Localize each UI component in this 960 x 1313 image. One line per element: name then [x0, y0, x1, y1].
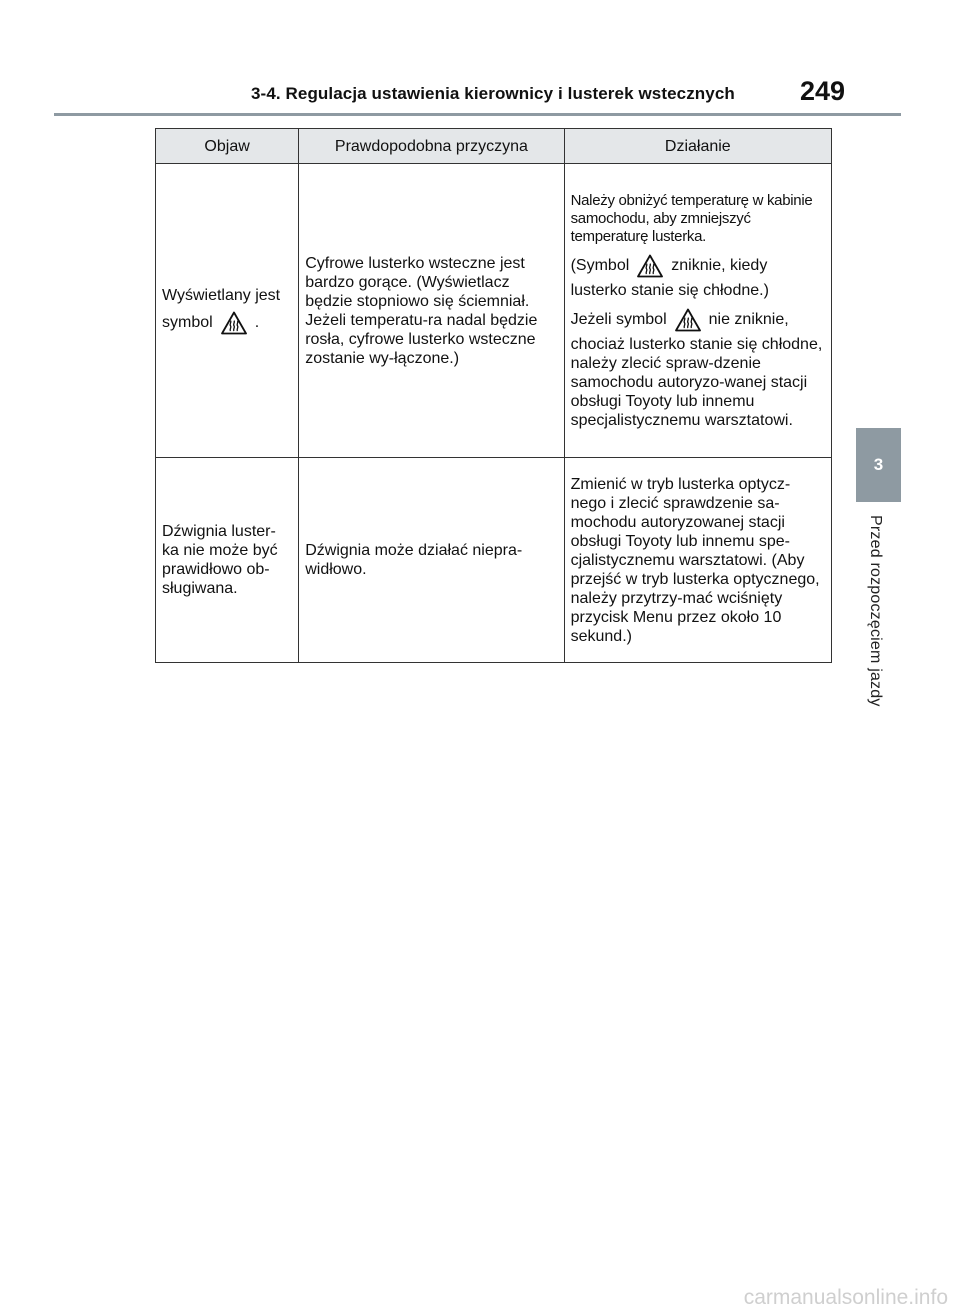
symptom-cell	[156, 164, 299, 458]
chapter-title: Przed rozpoczęciem jazdy	[867, 515, 884, 707]
page-number: 249	[800, 76, 846, 106]
column-header-symptom: Objaw	[156, 129, 299, 164]
troubleshooting-table	[155, 128, 832, 663]
action-text-3	[571, 308, 825, 332]
symptom-symbol-label: symbol	[162, 314, 213, 332]
action-not-disappear-text: nie zniknie,	[708, 310, 789, 328]
action-cell: Zmienić w tryb lusterka optycz-nego i zlecić sprawdzenie sa-mochodu autoryzowanej stacji obsługi Toyoty lub innemu spe-cjalistycznemu warsztatowi. (Aby przejść w tryb lusterka optycznego, należy przytrzy-mać wciśnięty przycisk Menu przez około 10 sekund.)	[564, 458, 831, 663]
action-text-2	[571, 254, 825, 278]
watermark: carmanualsonline.info	[743, 1286, 948, 1309]
table-row	[156, 164, 832, 458]
action-if-symbol-label: Jeżeli symbol	[570, 310, 667, 328]
symptom-line-2	[162, 311, 292, 335]
table-header-row	[156, 129, 832, 164]
section-title: 3-4. Regulacja ustawienia kierownicy i lusterek wstecznych	[251, 84, 735, 103]
column-header-action: Działanie	[564, 129, 831, 164]
heat-warning-icon	[221, 311, 247, 335]
action-text-3-cont: chociaż lusterko stanie się chłodne, należy zlecić spraw-dzenie samochodu autoryzo-wanej stacji obsługi Toyoty lub innemu specjalistycznemu warsztatowi.	[570, 335, 823, 429]
action-text-2-cont: lusterko stanie się chłodne.)	[570, 281, 769, 299]
symptom-line-1: Wyświetlany jest	[162, 287, 281, 304]
action-symbol-label: (Symbol	[570, 256, 630, 274]
chapter-tab	[856, 428, 901, 502]
table-row	[156, 458, 832, 663]
symptom-cell: Dźwignia luster-ka nie może być prawidłowo ob-sługiwana.	[156, 458, 299, 663]
symptom-period: .	[254, 314, 260, 332]
action-disappear-text: zniknie, kiedy	[671, 256, 768, 274]
header-divider	[54, 113, 901, 116]
action-text-1: Należy obniżyć temperaturę w kabinie samochodu, aby zmniejszyć temperaturę lusterka.	[570, 191, 813, 245]
chapter-number: 3	[873, 455, 884, 474]
action-cell	[564, 164, 831, 458]
cause-cell	[299, 164, 564, 458]
cause-cell: Dźwignia może działać niepra-widłowo.	[299, 458, 564, 663]
heat-warning-icon	[637, 254, 663, 278]
column-header-cause: Prawdopodobna przyczyna	[299, 129, 564, 164]
heat-warning-icon	[675, 308, 701, 332]
cause-text: Cyfrowe lusterko wsteczne jest bardzo gorące. (Wyświetlacz będzie stopniowo się ściemniał. Jeżeli temperatu-ra nadal będzie rosła, cyfrowe lusterko wsteczne zostanie wy-łączone.)	[305, 254, 538, 367]
